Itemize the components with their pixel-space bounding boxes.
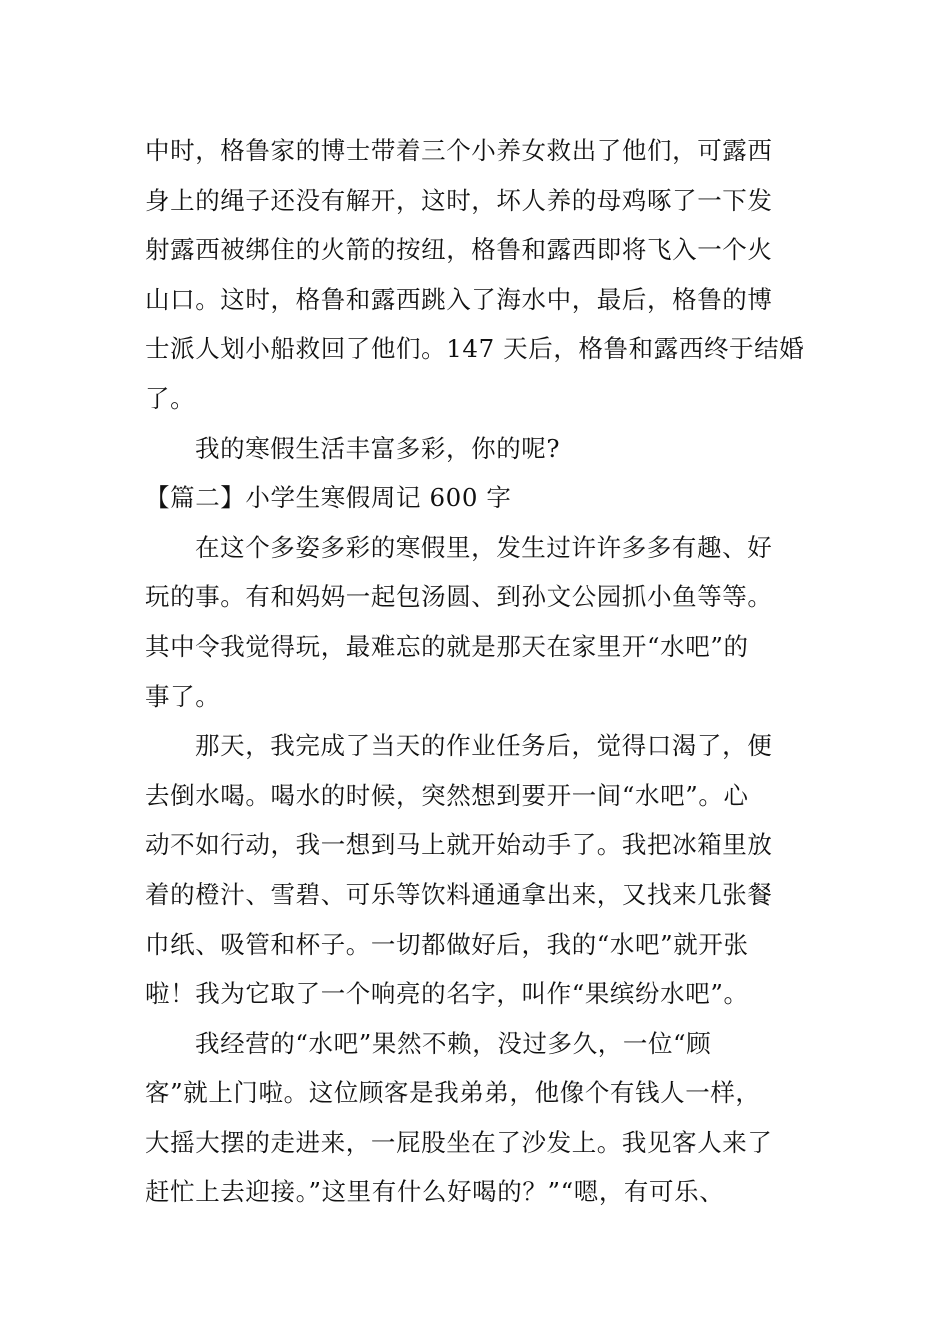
section-heading: 【篇二】小学生寒假周记 600 字 (145, 483, 512, 513)
text-line: 士派人划小船救回了他们。147 天后，格鲁和露西终于结婚 (145, 334, 805, 364)
text-line: 着的橙汁、雪碧、可乐等饮料通通拿出来，又找来几张餐 (145, 879, 773, 909)
paragraph-line: 那天，我完成了当天的作业任务后，觉得口渴了，便 (195, 731, 773, 761)
paragraph-line: 我经营的“水吧”果然不赖，没过多久，一位“顾 (195, 1028, 712, 1058)
text-line: 其中令我觉得玩，最难忘的就是那天在家里开“水吧”的 (145, 631, 749, 661)
paragraph-line: 在这个多姿多彩的寒假里，发生过许许多多有趣、好 (195, 532, 773, 562)
text-line: 大摇大摆的走进来，一屁股坐在了沙发上。我见客人来了 (145, 1127, 773, 1157)
text-line: 身上的绳子还没有解开，这时，坏人养的母鸡啄了一下发 (145, 185, 773, 215)
text-line: 动不如行动，我一想到马上就开始动手了。我把冰箱里放 (145, 830, 773, 860)
text-line: 山口。这时，格鲁和露西跳入了海水中，最后，格鲁的博 (145, 284, 773, 314)
document-body (145, 126, 810, 1217)
text-line: 事了。 (145, 681, 221, 711)
text-line: 赶忙上去迎接。”这里有什么好喝的？”“嗯，有可乐、 (145, 1177, 725, 1207)
text-line: 玩的事。有和妈妈一起包汤圆、到孙文公园抓小鱼等等。 (145, 582, 773, 612)
text-line: 巾纸、吸管和杯子。一切都做好后，我的“水吧”就开张 (145, 929, 749, 959)
text-line: 啦！我为它取了一个响亮的名字，叫作“果缤纷水吧”。 (145, 979, 749, 1009)
text-line: 中时，格鲁家的博士带着三个小养女救出了他们，可露西 (145, 136, 773, 165)
paragraph-line: 我的寒假生活丰富多彩，你的呢? (195, 433, 561, 463)
text-line: 了。 (145, 383, 196, 413)
text-line: 去倒水喝。喝水的时候，突然想到要开一间“水吧”。心 (145, 780, 749, 810)
text-line: 客”就上门啦。这位顾客是我弟弟，他像个有钱人一样， (145, 1078, 761, 1108)
text-line: 射露西被绑住的火箭的按纽，格鲁和露西即将飞入一个火 (145, 235, 773, 265)
